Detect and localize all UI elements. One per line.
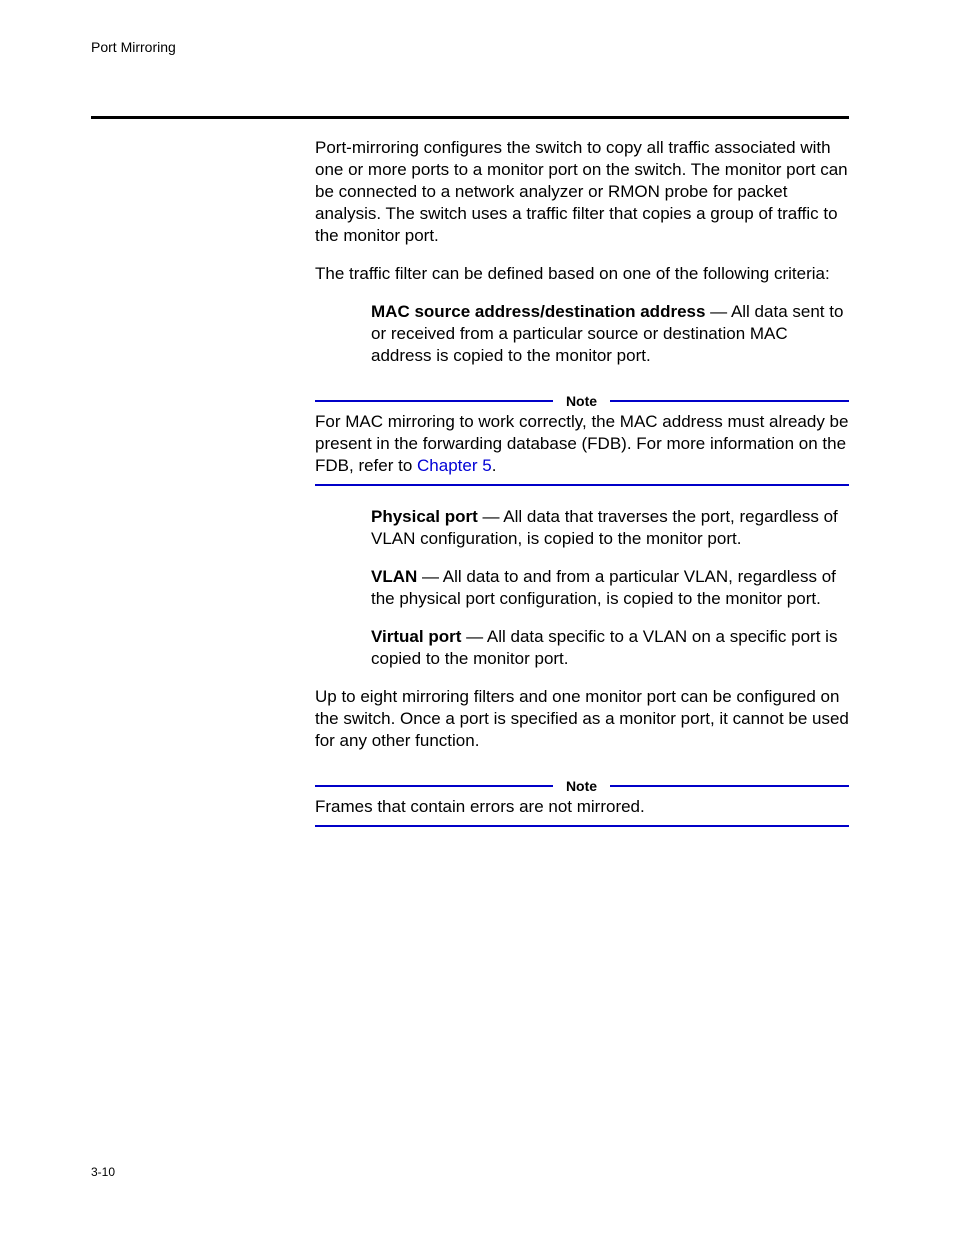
note-rule-right	[610, 400, 849, 402]
note-text-part: For MAC mirroring to work correctly, the MAC address must already be present in the forwarding database (FDB). For more information on the FDB, refer to	[315, 412, 849, 475]
criterion-desc: — All data to and from a particular VLAN, regardless of the physical port configuration, is copied to the monitor port.	[371, 567, 836, 608]
page-number: 3-10	[91, 1165, 116, 1179]
chapter-5-link[interactable]: Chapter 5	[417, 456, 492, 475]
note-rule-left	[315, 400, 553, 402]
note-rule-left	[315, 785, 553, 787]
criterion-physical-port	[371, 506, 849, 550]
criterion-desc: — All data specific to a VLAN on a specific port is copied to the monitor port.	[371, 627, 838, 668]
criterion-term: Physical port	[371, 507, 478, 526]
running-head: Port Mirroring	[91, 39, 176, 55]
intro-paragraph: Port-mirroring configures the switch to copy all traffic associated with one or more ports to a monitor port on the switch. The monitor port can be connected to a network analyzer or RMON probe for packet analysis. The switch uses a traffic filter that copies a group of traffic to the monitor port.	[315, 138, 848, 245]
criterion-term: VLAN	[371, 567, 418, 586]
note-rule-right	[610, 785, 849, 787]
note-label: Note	[565, 393, 598, 409]
criterion-vlan	[371, 566, 849, 610]
note-text-end: .	[491, 456, 497, 475]
limits-paragraph: Up to eight mirroring filters and one monitor port can be configured on the switch. Once a port is specified as a monitor port, it cannot be used for any other function.	[315, 687, 849, 750]
note-header	[315, 778, 849, 792]
criterion-mac	[371, 301, 849, 367]
criterion-desc: — All data sent to or received from a particular source or destination MAC address is copied to the monitor port.	[371, 302, 844, 365]
body-column	[315, 137, 849, 847]
criterion-term: MAC source address/destination address	[371, 302, 706, 321]
criterion-term: Virtual port	[371, 627, 462, 646]
criterion-virtual-port	[371, 626, 849, 670]
note-box-2	[315, 778, 849, 827]
note-header	[315, 393, 849, 407]
note-box	[315, 393, 849, 486]
header-rule	[91, 116, 849, 119]
note-text	[315, 411, 849, 477]
note-text: Frames that contain errors are not mirrored.	[315, 797, 645, 816]
criterion-desc: — All data that traverses the port, regardless of VLAN configuration, is copied to the monitor port.	[371, 507, 838, 548]
note-label: Note	[565, 778, 598, 794]
criteria-intro: The traffic filter can be defined based on one of the following criteria:	[315, 264, 830, 283]
